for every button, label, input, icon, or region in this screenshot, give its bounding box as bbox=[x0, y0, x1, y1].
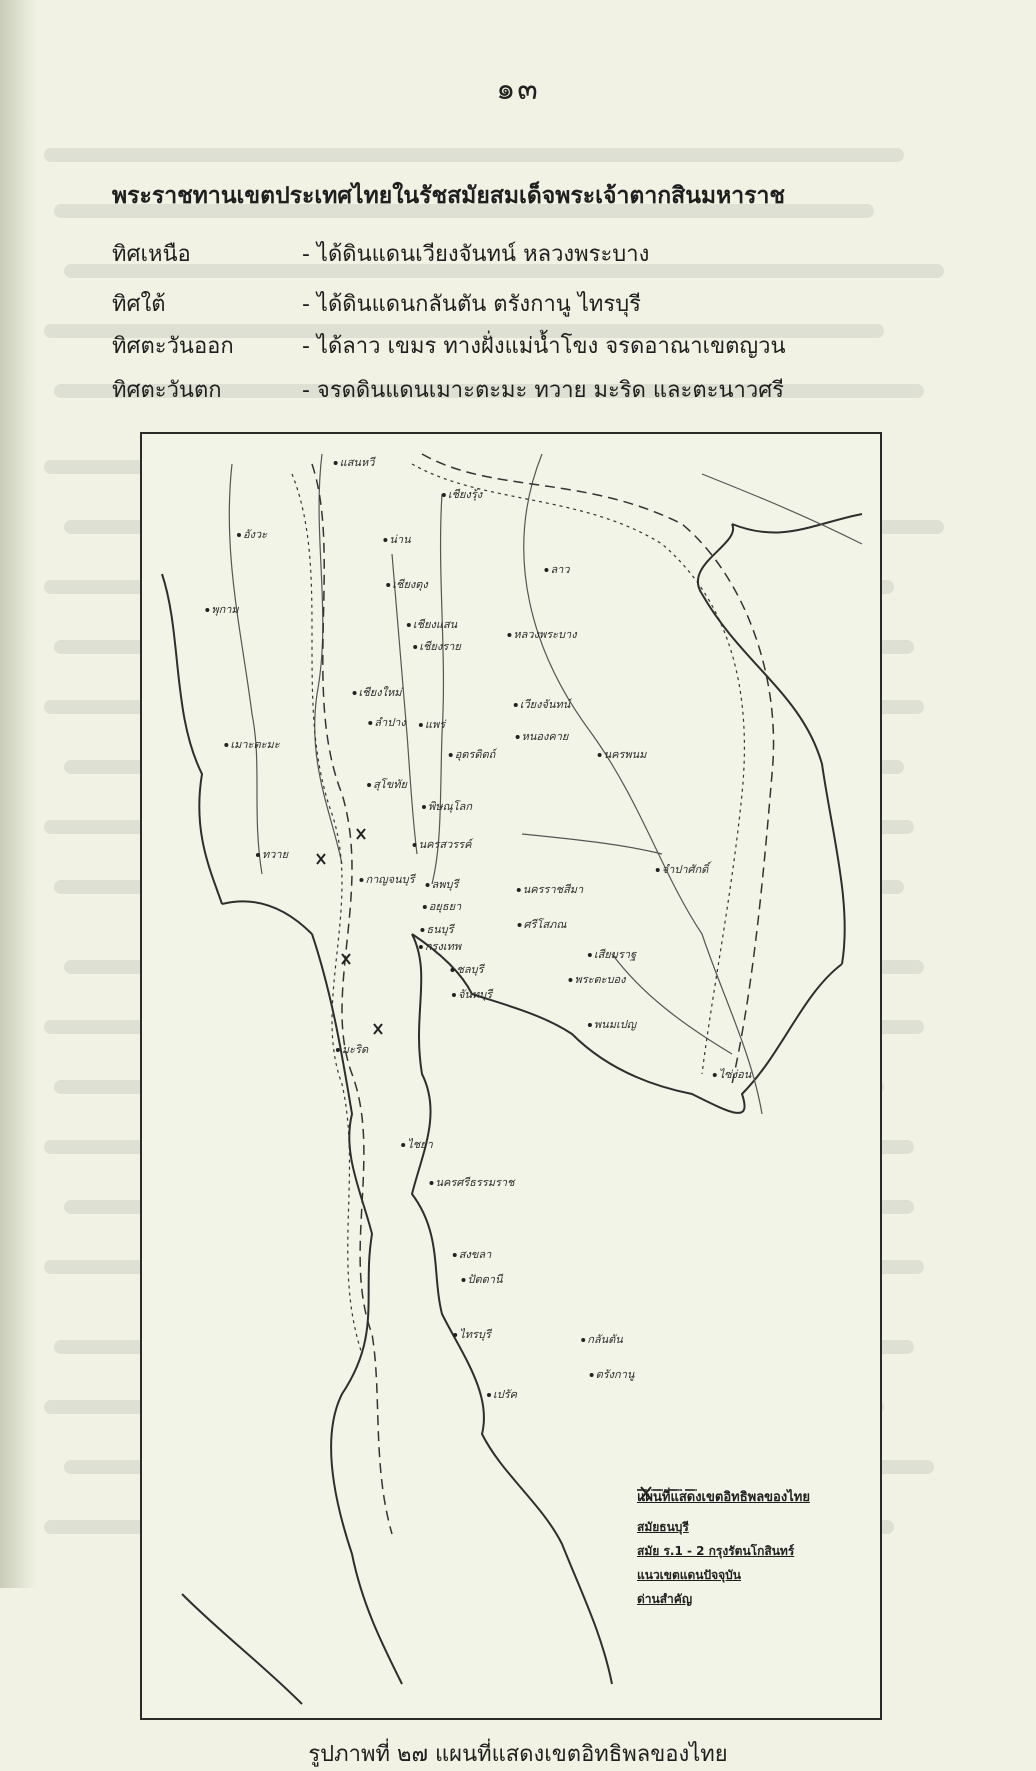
legend-label: สมัยธนบุรี bbox=[637, 1519, 689, 1534]
coastline-malaya-west bbox=[182, 1594, 302, 1704]
place-label: ธนบุรี bbox=[420, 920, 453, 938]
coastline-andaman bbox=[162, 574, 222, 904]
place-label: เชียงใหม่ bbox=[353, 683, 402, 701]
influence-map bbox=[140, 432, 882, 1720]
place-label: เชียงรุ้ง bbox=[442, 485, 482, 503]
place-label: พนมเปญ bbox=[588, 1015, 636, 1033]
river-ping bbox=[392, 554, 417, 854]
place-label: กาญจนบุรี bbox=[359, 870, 414, 888]
legend-title: แผนที่แสดงเขตอิทธิพลของไทย bbox=[637, 1490, 810, 1505]
place-label: กรุงเทพ bbox=[419, 937, 461, 955]
river-salween bbox=[315, 454, 342, 864]
place-label: จำปาศักดิ์ bbox=[656, 860, 709, 878]
place-label: จันทบุรี bbox=[452, 985, 492, 1003]
important-pass-marker bbox=[374, 1024, 382, 1034]
place-label: นครราชสีมา bbox=[517, 880, 583, 898]
map-legend bbox=[637, 1486, 877, 1611]
grant-text: - ได้ดินแดนกลันตัน ตรังกานู ไทรบุรี bbox=[302, 292, 641, 317]
place-label: อุตรดิตถ์ bbox=[449, 745, 496, 763]
place-label: เสียมราฐ bbox=[588, 945, 636, 963]
grant-west bbox=[112, 372, 784, 407]
grant-south bbox=[112, 286, 641, 321]
legend-item-rattanakosin bbox=[637, 1539, 877, 1563]
river-nan bbox=[432, 494, 443, 884]
place-label: เมาะตะมะ bbox=[224, 735, 279, 753]
place-label: น่าน bbox=[383, 530, 410, 548]
place-label: เชียงราย bbox=[413, 637, 461, 655]
boundary-thonburi bbox=[312, 464, 392, 1534]
grant-north bbox=[112, 236, 649, 271]
place-label: เชียงตุง bbox=[386, 575, 428, 593]
page-edge-shadow bbox=[0, 0, 38, 1588]
important-pass-marker bbox=[357, 829, 365, 839]
place-label: หลวงพระบาง bbox=[507, 625, 576, 643]
place-label: พระตะบอง bbox=[568, 970, 625, 988]
grant-text: - ได้ลาว เขมร ทางฝั่งแม่น้ำโขง จรดอาณาเขตญวน bbox=[302, 334, 786, 359]
legend-item-present-border bbox=[637, 1563, 877, 1587]
page-number: ๑๓ bbox=[496, 72, 540, 107]
place-label: ชลบุรี bbox=[450, 960, 483, 978]
grant-text: - ได้ดินแดนเวียงจันทน์ หลวงพระบาง bbox=[302, 242, 650, 267]
coastline-east-peninsula bbox=[412, 934, 612, 1684]
important-pass-marker bbox=[342, 954, 350, 964]
place-label: ทวาย bbox=[256, 845, 288, 863]
coastline-burma-delta bbox=[222, 901, 312, 934]
coastline-north-tonkin bbox=[732, 514, 862, 533]
place-label: นครศรีธรรมราช bbox=[429, 1173, 514, 1191]
grant-direction: ทิศตะวันตก bbox=[112, 378, 222, 403]
place-label: นครพนม bbox=[598, 745, 647, 763]
legend-label: แนวเขตแดนปัจจุบัน bbox=[637, 1567, 742, 1582]
place-label: ลาว bbox=[544, 560, 569, 578]
important-pass-marker bbox=[317, 854, 325, 864]
place-label: กลันตัน bbox=[581, 1330, 623, 1348]
place-label: พิษณุโลก bbox=[422, 797, 472, 815]
place-label: แสนหวี bbox=[334, 453, 375, 471]
legend-label: ด่านสำคัญ bbox=[637, 1591, 693, 1606]
place-label: สุโขทัย bbox=[367, 775, 407, 793]
legend-label: สมัย ร.1 - 2 กรุงรัตนโกสินทร์ bbox=[637, 1543, 795, 1558]
river-red bbox=[702, 474, 862, 544]
grant-direction: ทิศเหนือ bbox=[112, 242, 191, 267]
place-label: ไชยา bbox=[401, 1135, 433, 1153]
place-label: ลำปาง bbox=[368, 713, 405, 731]
place-label: มะริด bbox=[336, 1040, 368, 1058]
river-mekong bbox=[524, 454, 762, 1114]
grant-direction: ทิศตะวันออก bbox=[112, 334, 234, 359]
place-label: ศรีโสภณ bbox=[518, 915, 567, 933]
boundary-rattanakosin bbox=[292, 474, 362, 1354]
section-heading: พระราชทานเขตประเทศไทยในรัชสมัยสมเด็จพระเจ้าตากสินมหาราช bbox=[112, 183, 786, 209]
place-label: ปัตตานี bbox=[462, 1270, 503, 1288]
legend-item-pass bbox=[637, 1587, 877, 1611]
grant-direction: ทิศใต้ bbox=[112, 292, 166, 317]
place-label: อยุธยา bbox=[423, 897, 461, 915]
river-mun bbox=[522, 834, 662, 854]
place-label: หนองคาย bbox=[516, 727, 569, 745]
place-label: ไทรบุรี bbox=[453, 1325, 491, 1343]
place-label: นครสวรรค์ bbox=[413, 835, 472, 853]
grant-text: - จรดดินแดนเมาะตะมะ ทวาย มะริด และตะนาวศรี bbox=[302, 378, 784, 403]
place-label: เวียงจันทน์ bbox=[514, 695, 571, 713]
place-label: แพร่ bbox=[419, 715, 445, 733]
legend-item-thonburi bbox=[637, 1515, 877, 1539]
figure-caption: รูปภาพที่ ๒๗ แผนที่แสดงเขตอิทธิพลของไทย bbox=[308, 1742, 728, 1767]
place-label: สงขลา bbox=[453, 1245, 492, 1263]
important-pass-icon bbox=[637, 1486, 697, 1500]
place-label: เปรัค bbox=[487, 1385, 517, 1403]
grant-east bbox=[112, 328, 786, 363]
place-label: ตรังกานู bbox=[590, 1365, 635, 1383]
place-label: อังวะ bbox=[237, 525, 267, 543]
place-label: ลพบุรี bbox=[426, 875, 459, 893]
place-label: พุกาม bbox=[205, 600, 238, 618]
place-label: เชียงแสน bbox=[407, 615, 457, 633]
coastline-east-vietnam bbox=[698, 524, 845, 964]
place-label: ไซ่ง่อน bbox=[713, 1065, 752, 1083]
